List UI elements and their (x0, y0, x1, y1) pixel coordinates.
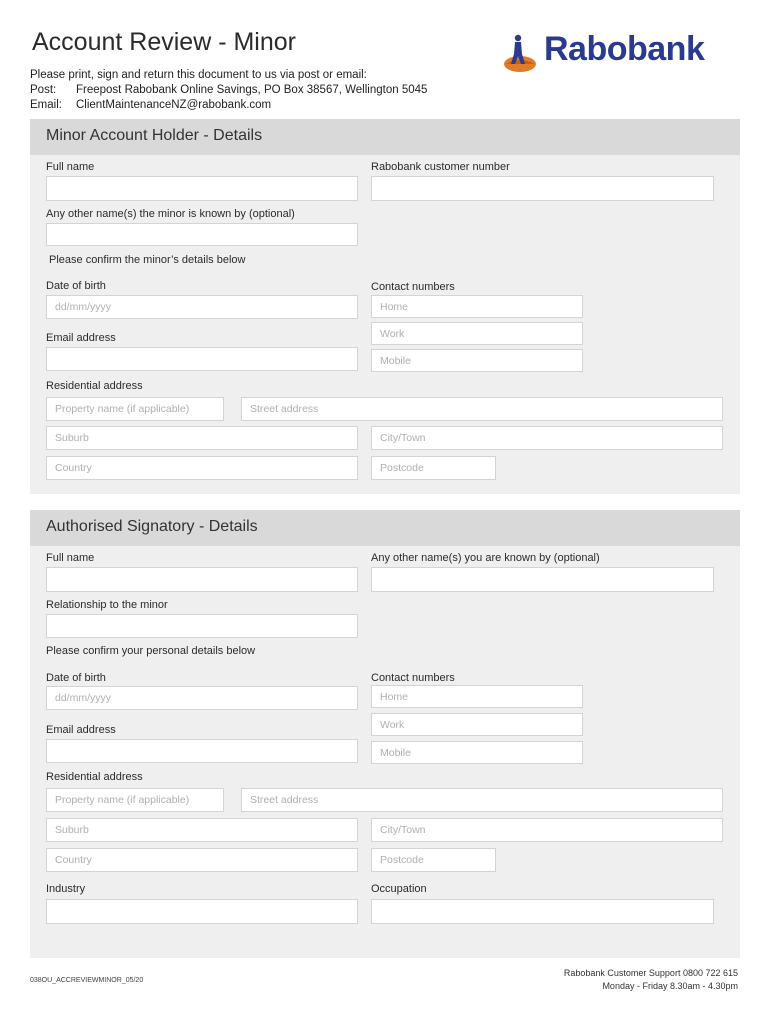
minor-street-field[interactable] (241, 397, 723, 421)
intro-text: Please print, sign and return this document to us via post or email: (30, 69, 367, 81)
support-info (500, 967, 738, 993)
minor-full-name-label: Full name (46, 161, 95, 173)
property-placeholder: Property name (if applicable) (55, 403, 190, 415)
industry-field[interactable] (46, 899, 358, 924)
customer-number-field[interactable] (371, 176, 714, 201)
industry-label: Industry (46, 883, 86, 895)
signatory-full-name-field[interactable] (46, 567, 358, 592)
country-placeholder: Country (55, 854, 92, 866)
signatory-email-field[interactable] (46, 739, 358, 763)
signatory-confirm-text: Please confirm your personal details below (46, 645, 256, 657)
minor-city-field[interactable] (371, 426, 723, 450)
section-header (30, 119, 740, 155)
signatory-full-name-label: Full name (46, 552, 95, 564)
signatory-suburb-field[interactable] (46, 818, 358, 842)
signatory-other-names-field[interactable] (371, 567, 714, 592)
signatory-home-phone-field[interactable] (371, 685, 583, 708)
signatory-property-field[interactable] (46, 788, 224, 812)
minor-other-names-field[interactable] (46, 223, 358, 246)
mobile-placeholder: Mobile (380, 354, 411, 367)
minor-email-field[interactable] (46, 347, 358, 371)
signatory-mobile-phone-field[interactable] (371, 741, 583, 764)
signatory-country-field[interactable] (46, 848, 358, 872)
minor-home-phone-field[interactable] (371, 295, 583, 318)
signatory-email-label: Email address (46, 724, 116, 736)
minor-property-field[interactable] (46, 397, 224, 421)
minor-confirm-text: Please confirm the minor’s details below (49, 254, 246, 266)
rabobank-emblem-icon (500, 30, 544, 76)
suburb-placeholder: Suburb (55, 432, 89, 444)
minor-details-section (30, 119, 740, 494)
city-placeholder: City/Town (380, 432, 426, 444)
minor-postcode-field[interactable] (371, 456, 496, 480)
home-placeholder: Home (380, 300, 409, 313)
signatory-address-label: Residential address (46, 771, 143, 783)
page-title: Account Review - Minor (32, 28, 296, 56)
relationship-label: Relationship to the minor (46, 599, 168, 611)
section-title: Minor Account Holder - Details (46, 127, 263, 144)
minor-other-names-label: Any other name(s) the minor is known by (optional) (46, 208, 295, 220)
city-placeholder: City/Town (380, 824, 426, 836)
rabobank-logo (500, 30, 740, 76)
signatory-city-field[interactable] (371, 818, 723, 842)
signatory-other-names-label: Any other name(s) you are known by (optional) (371, 552, 600, 564)
minor-suburb-field[interactable] (46, 426, 358, 450)
minor-contact-label: Contact numbers (371, 281, 455, 293)
support-hours: Monday - Friday 8.30am - 4.30pm (602, 981, 738, 991)
minor-address-label: Residential address (46, 380, 143, 392)
form-code: 038OU_ACCREVIEWMINOR_05/20 (30, 977, 144, 984)
signatory-contact-label: Contact numbers (371, 672, 455, 684)
street-placeholder: Street address (250, 403, 319, 415)
occupation-field[interactable] (371, 899, 714, 924)
minor-dob-field[interactable] (46, 295, 358, 319)
section-title: Authorised Signatory - Details (46, 518, 258, 535)
signatory-work-phone-field[interactable] (371, 713, 583, 736)
post-address: Freepost Rabobank Online Savings, PO Box 38567, Wellington 5045 (76, 84, 428, 96)
contact-email: ClientMaintenanceNZ@rabobank.com (76, 99, 272, 111)
country-placeholder: Country (55, 462, 92, 474)
dob-placeholder: dd/mm/yyyy (55, 301, 112, 313)
suburb-placeholder: Suburb (55, 824, 89, 836)
signatory-dob-label: Date of birth (46, 672, 106, 684)
minor-country-field[interactable] (46, 456, 358, 480)
signatory-postcode-field[interactable] (371, 848, 496, 872)
signatory-dob-field[interactable] (46, 686, 358, 710)
work-placeholder: Work (380, 718, 405, 731)
mobile-placeholder: Mobile (380, 746, 411, 759)
customer-number-label: Rabobank customer number (371, 161, 510, 173)
relationship-field[interactable] (46, 614, 358, 638)
support-phone: Rabobank Customer Support 0800 722 615 (563, 968, 738, 978)
signatory-street-field[interactable] (241, 788, 723, 812)
section-header (30, 510, 740, 546)
post-label: Post: (30, 84, 57, 96)
email-label: Email: (30, 99, 62, 111)
minor-full-name-field[interactable] (46, 176, 358, 201)
postcode-placeholder: Postcode (380, 854, 424, 866)
postcode-placeholder: Postcode (380, 462, 424, 474)
work-placeholder: Work (380, 327, 405, 340)
minor-mobile-phone-field[interactable] (371, 349, 583, 372)
minor-dob-label: Date of birth (46, 280, 106, 292)
logo-wordmark: Rabobank (544, 30, 705, 68)
dob-placeholder: dd/mm/yyyy (55, 692, 112, 704)
occupation-label: Occupation (371, 883, 427, 895)
property-placeholder: Property name (if applicable) (55, 794, 190, 806)
minor-email-label: Email address (46, 332, 116, 344)
home-placeholder: Home (380, 690, 409, 703)
minor-work-phone-field[interactable] (371, 322, 583, 345)
intro-block (30, 68, 427, 113)
signatory-details-section (30, 510, 740, 958)
street-placeholder: Street address (250, 794, 319, 806)
